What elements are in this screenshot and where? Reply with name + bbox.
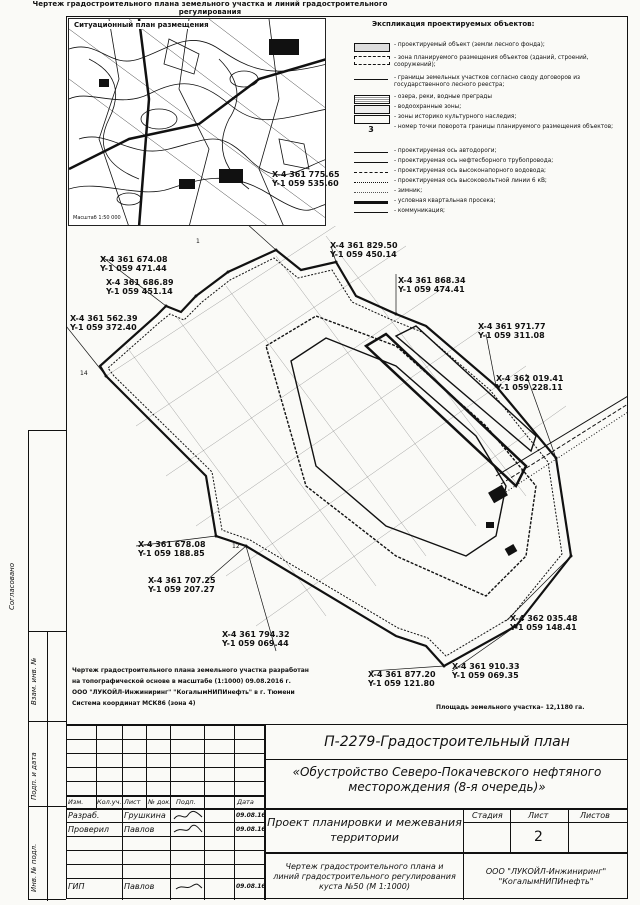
legend-text: - номер точки поворота границы планируемого размещения объектов; — [394, 124, 614, 130]
col-header: Подп. — [176, 798, 196, 806]
legend-text: - границы земельных участков согласно своду договоров из государственного лесного реестра; — [394, 75, 581, 88]
col-header: Дата — [237, 798, 254, 806]
side-label-inv-orig: Инв. № подл. — [30, 843, 38, 892]
legend-item — [352, 104, 626, 114]
coordinate-label: X-4 361 562.39 Y-1 059 372.40 — [70, 314, 138, 332]
legend-text: - зона планируемого размещения объектов (зданий, строений, сооружений); — [394, 55, 589, 68]
legend-text: - проектируемая ось автодороги; — [394, 148, 497, 154]
side-label-agreed: Согласовано — [8, 562, 16, 610]
side-label-inv-no: Взам. инв. № — [30, 657, 38, 705]
situational-map-scale: Масштаб 1:50 000 — [73, 215, 121, 221]
legend-item — [352, 198, 626, 208]
coordinate-label: X-4 361 686.89 Y-1 059 451.14 — [106, 278, 174, 296]
side-label-sign-date: Подп. и дата — [30, 752, 38, 800]
signer-name: Грушкина — [124, 811, 166, 820]
signature-2 — [172, 823, 204, 837]
col-header: № док. — [148, 798, 172, 806]
legend-symbol — [354, 149, 388, 153]
legend-symbol — [354, 43, 390, 52]
point-number: 12 — [232, 543, 240, 550]
point-number: 1 — [196, 238, 200, 245]
coordinate-label: X-4 361 868.34 Y-1 059 474.41 — [398, 276, 466, 294]
point-number: 14 — [80, 370, 88, 377]
legend-symbol — [354, 189, 388, 193]
legend-item — [352, 208, 626, 218]
legend-symbol — [354, 159, 388, 163]
organization: ООО "ЛУКОЙЛ-Инжиниринг" "КогалымНИПИнефть" — [485, 867, 607, 886]
situational-map-drawing — [69, 19, 326, 226]
coordinate-label: X-4 361 674.08 Y-1 059 471.44 — [100, 255, 168, 273]
legend-text: - зоны историко культурного наследия; — [394, 114, 517, 120]
sheet-title: Чертеж градостроительного плана и линий градостроительного регулирования куста №50 (М 1:1000) — [266, 854, 464, 900]
legend-text: - водоохранные зоны; — [394, 104, 462, 110]
sheet-label: Лист — [528, 811, 549, 820]
signer-role: Проверил — [68, 825, 110, 834]
coordinate-label: X-4 362 035.48 Y-1 059 148.41 — [510, 614, 578, 632]
project-title: «Обустройство Северо-Покачевского нефтяного месторождения (8-я очередь)» — [292, 765, 602, 794]
coordinate-label: X-4 361 971.77 Y-1 059 311.08 — [478, 322, 546, 340]
legend-symbol — [354, 199, 388, 204]
coordinate-label: X-4 361 678.08 Y-1 059 188.85 — [138, 540, 206, 558]
coordinate-label: X-4 361 794.32 Y-1 059 069.44 — [222, 630, 290, 648]
drawing-title: Чертеж градостроительного плана земельного участка и линий градостроительного регулирования — [32, 0, 388, 16]
legend-item — [352, 158, 626, 168]
signer-date: 09.08.16 — [236, 826, 266, 833]
legend-point-number: 3 — [368, 125, 374, 134]
legend-symbol — [354, 105, 390, 114]
coordinate-label: X-4 361 707.25 Y-1 059 207.27 — [148, 576, 216, 594]
legend-text: - коммуникация; — [394, 208, 445, 214]
signer-name: Павлов — [124, 882, 155, 891]
legend-symbol — [354, 169, 388, 173]
stage-label: Стадия — [472, 811, 503, 820]
legend-text: - проектируемая ось высоковольтной линии 6 кВ; — [394, 178, 547, 184]
site-boundary — [100, 250, 571, 666]
legend-text: - зимник; — [394, 188, 423, 194]
legend-symbol — [354, 95, 390, 104]
signer-date: 09.08.16 — [236, 883, 266, 890]
legend-text: - проектируемый объект (земли лесного фонда); — [394, 42, 545, 48]
legend-text: - озера, реки, водные преграды — [394, 94, 492, 100]
site-area-note: Площадь земельного участка– 12,1180 га. — [436, 704, 585, 711]
col-header: Кол.уч. — [97, 798, 122, 806]
coordinate-label: X-4 362 019.41 Y-1 059 228.11 — [496, 374, 564, 392]
signer-role: Разраб. — [68, 811, 100, 820]
situational-map — [68, 18, 326, 226]
legend-item — [352, 94, 626, 104]
legend-item — [352, 188, 626, 198]
title-block — [66, 724, 628, 899]
legend-item — [352, 114, 626, 124]
legend-symbol — [354, 76, 388, 80]
signer-date: 09.08.16 — [236, 812, 266, 819]
legend-symbol — [354, 179, 388, 183]
legend-item — [352, 148, 626, 158]
legend-symbol — [354, 209, 388, 213]
signature-3 — [172, 880, 204, 894]
legend-item — [352, 178, 626, 188]
legend-item — [352, 55, 626, 68]
situational-map-title: Ситуационный план размещения — [74, 21, 209, 29]
signer-name: Павлов — [124, 825, 155, 834]
legend-symbol — [354, 115, 390, 124]
legend-item — [352, 124, 626, 134]
legend-text: - проектируемая ось высоконапорного водовода; — [394, 168, 546, 174]
legend-symbol — [354, 56, 390, 65]
site-plan-drawing — [66, 226, 628, 706]
coordinate-label: X-4 361 910.33 Y-1 059 069.35 — [452, 662, 520, 680]
legend-text: - проектируемая ось нефтесборного трубопровода; — [394, 158, 554, 164]
sheet-number: 2 — [534, 829, 543, 845]
col-header: Лист — [124, 798, 141, 806]
legend-title: Экспликация проектируемых объектов: — [372, 20, 535, 28]
legend — [352, 20, 626, 225]
section-title: Проект планировки и межевания территории — [266, 808, 464, 852]
drawing-note: Чертеж градостроительного плана земельного участка разработан на топографической основе в масштабе (1:1000) 09.08.2016 г. ООО "ЛУКОЙЛ-Инжиниринг" "КогалымНИПИнефть" в г. Тюмени Система координат МСК86 (зона 4) — [72, 667, 309, 707]
document-code: П-2279-Градостроительный план — [266, 725, 628, 760]
legend-item — [352, 75, 626, 88]
coordinate-label: X-4 361 829.50 Y-1 059 450.14 — [330, 241, 398, 259]
legend-item — [352, 168, 626, 178]
signer-role: ГИП — [68, 882, 85, 891]
legend-item — [352, 42, 626, 52]
col-header: Изм. — [68, 798, 84, 806]
legend-text: - условная квартальная просека; — [394, 198, 496, 204]
coordinate-label: X-4 361 775.65 Y-1 059 535.60 — [272, 170, 340, 188]
sheets-label: Листов — [580, 811, 610, 820]
signature-1 — [172, 809, 204, 823]
coordinate-label: X-4 361 877.20 Y-1 059 121.80 — [368, 670, 436, 688]
